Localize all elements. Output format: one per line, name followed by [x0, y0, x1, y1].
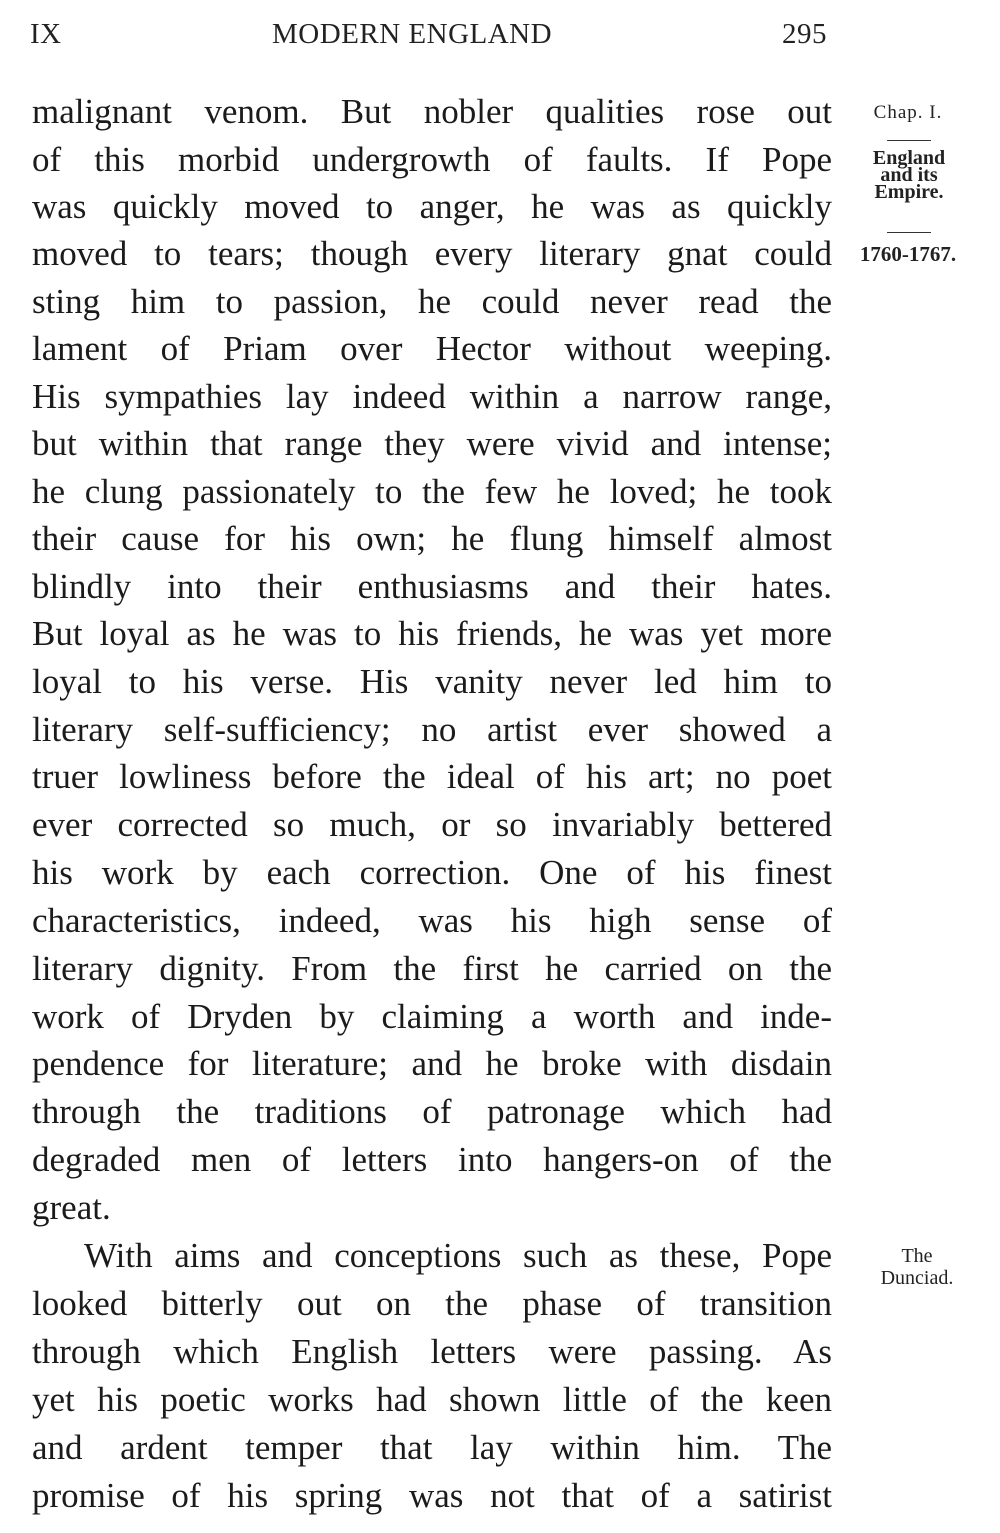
body-line: his work by each correction. One of his finest [32, 853, 832, 892]
margin-divider [887, 140, 931, 141]
chapter-numeral: IX [30, 18, 62, 50]
body-line: looked bitterly out on the phase of transition [32, 1284, 832, 1323]
body-line: he clung passionately to the few he loved; he took [32, 472, 832, 511]
body-line: literary self-sufficiency; no artist ever showed a [32, 710, 832, 749]
body-line: their cause for his own; he flung himself almost [32, 519, 832, 558]
body-line: But loyal as he was to his friends, he was yet more [32, 614, 832, 653]
margin-years: 1760-1767. [859, 242, 957, 266]
margin-note-line: The [901, 1245, 933, 1267]
body-line: yet his poetic works had shown little of the keen [32, 1380, 832, 1419]
body-line: characteristics, indeed, was his high sense of [32, 901, 832, 940]
margin-topic-line: Empire. [874, 181, 944, 203]
margin-topic [852, 147, 966, 203]
body-line: pendence for literature; and he broke with disdain [32, 1044, 832, 1083]
body-line: truer lowliness before the ideal of his art; no poet [32, 757, 832, 796]
margin-topic-line: and its [880, 164, 938, 186]
body-line: literary dignity. From the first he carried on the [32, 949, 832, 988]
body-line: blindly into their enthusiasms and their hates. [32, 567, 832, 606]
body-line: through the traditions of patronage which had [32, 1092, 832, 1131]
margin-divider [887, 232, 931, 233]
body-line: loyal to his verse. His vanity never led him to [32, 662, 832, 701]
margin-note-line: Dunciad. [880, 1267, 954, 1289]
margin-chapter: Chap. I. [873, 102, 943, 123]
body-line: malignant venom. But nobler qualities rose out [32, 92, 832, 131]
body-line: lament of Priam over Hector without weeping. [32, 329, 832, 368]
body-line: work of Dryden by claiming a worth and inde- [32, 997, 832, 1036]
body-line: His sympathies lay indeed within a narrow range, [32, 377, 832, 416]
margin-dunciad-note [858, 1245, 976, 1289]
body-line: and ardent temper that lay within him. The [32, 1428, 832, 1467]
body-line: promise of his spring was not that of a satirist [32, 1476, 832, 1515]
body-line: but within that range they were vivid and intense; [32, 424, 832, 463]
margin-topic-line: England [872, 147, 946, 169]
body-line: was quickly moved to anger, he was as quickly [32, 187, 832, 226]
body-line: sting him to passion, he could never read the [32, 282, 832, 321]
page-number: 295 [782, 18, 827, 50]
body-line: of this morbid undergrowth of faults. If Pope [32, 140, 832, 179]
running-title: MODERN ENGLAND [272, 18, 553, 50]
body-line: great. [32, 1188, 111, 1227]
body-line: moved to tears; though every literary gnat could [32, 234, 832, 273]
body-line: With aims and conceptions such as these, Pope [84, 1236, 832, 1275]
body-line: ever corrected so much, or so invariably bettered [32, 805, 832, 844]
body-line: degraded men of letters into hangers-on of the [32, 1140, 832, 1179]
body-line: through which English letters were passing. As [32, 1332, 832, 1371]
